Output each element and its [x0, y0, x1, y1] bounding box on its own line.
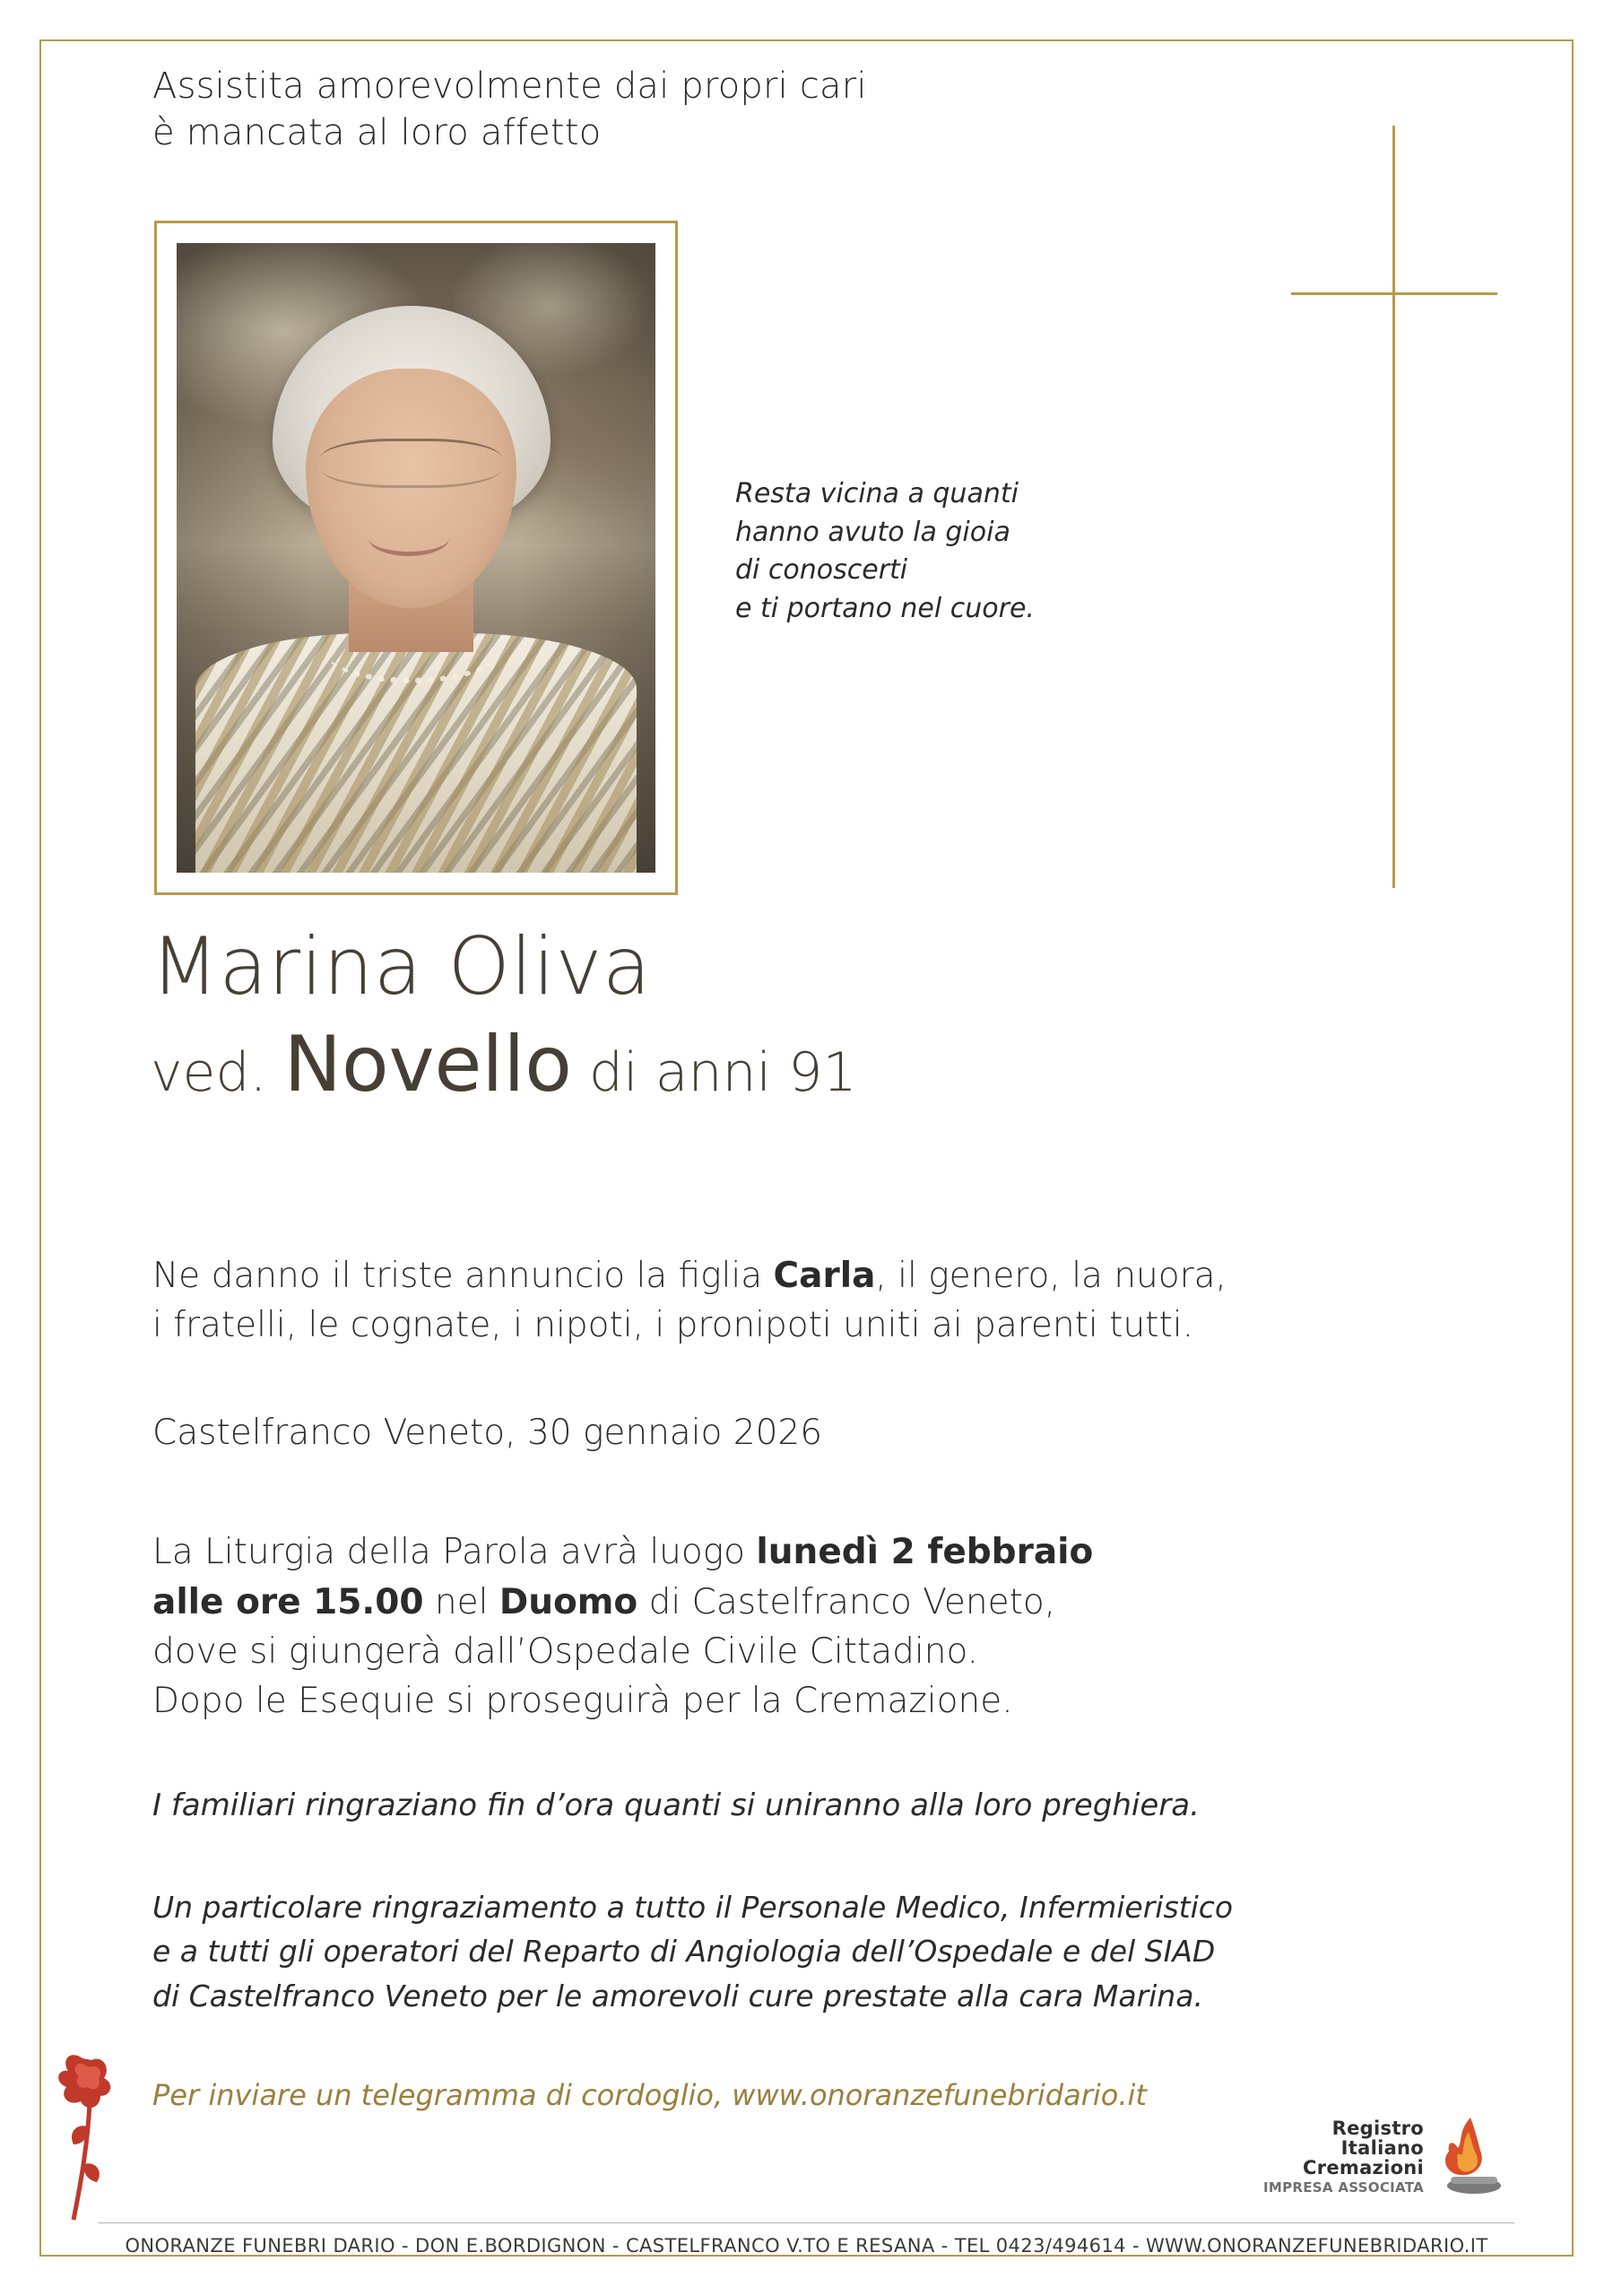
- special-thanks-note: [152, 1885, 1426, 2019]
- portrait-frame: [154, 221, 678, 895]
- cremation-logo-line-3: Cremazioni: [1302, 2157, 1425, 2179]
- cremation-logo-text: [1263, 2118, 1424, 2196]
- flame-icon: [1431, 2112, 1503, 2202]
- cross-icon: [1291, 126, 1497, 888]
- spacer-5: [152, 2018, 1426, 2075]
- photo-smile: [369, 520, 450, 556]
- spacer-3: [152, 1726, 1426, 1784]
- announcement-daughter-name: Carla: [773, 1256, 876, 1296]
- quote-line-1: Resta vicina a quanti: [735, 478, 1019, 509]
- footer-divider: [99, 2222, 1514, 2223]
- service-line-4: Dopo le Esequie si proseguirà per la Cremazione.: [152, 1681, 1013, 1722]
- spacer-2: [152, 1457, 1426, 1527]
- announcement-paragraph: [152, 1251, 1426, 1351]
- deceased-name-block: [151, 920, 1406, 1110]
- service-line-1-pre: La Liturgia della Parola avrà luogo: [152, 1532, 757, 1573]
- deceased-first-name: Marina Oliva: [151, 920, 652, 1013]
- deceased-surname: Novello: [283, 1020, 572, 1110]
- telegram-link[interactable]: Per inviare un telegramma di cordoglio, www.onoranzefunebridario.it: [152, 2078, 1147, 2113]
- portrait-photo: [177, 243, 655, 873]
- quote-line-3: di conoscerti: [735, 554, 908, 587]
- quote-line-4: e ti portano nel cuore.: [735, 592, 1035, 624]
- announcement-body: [152, 1251, 1426, 2117]
- service-time: alle ore 15.00: [152, 1581, 424, 1622]
- family-thanks-note: I familiari ringraziano fin d’ora quanti si uniranno alla loro preghiera.: [152, 1787, 1200, 1823]
- service-line-2-mid: nel: [423, 1581, 499, 1622]
- glasses-icon: [320, 439, 502, 488]
- rose-icon: [43, 2040, 151, 2229]
- place-date: Castelfranco Veneto, 30 gennaio 2026: [152, 1412, 823, 1453]
- service-line-2-post: di Castelfranco Veneto,: [637, 1581, 1056, 1622]
- intro-line-1: Assistita amorevolmente dai propri cari: [152, 65, 867, 107]
- spacer-1: [152, 1351, 1426, 1408]
- service-venue: Duomo: [499, 1581, 638, 1622]
- deceased-surname-line: [151, 1022, 1406, 1108]
- announcement-line-1-pre: Ne danno il triste annuncio la figlia: [152, 1256, 774, 1296]
- cremation-logo-line-1: Registro: [1331, 2117, 1425, 2139]
- special-thanks-line-1: Un particolare ringraziamento a tutto il Personale Medico, Infermieristico: [152, 1889, 1234, 1925]
- service-line-3: dove si giungerà dall’Ospedale Civile Cittadino.: [152, 1631, 979, 1672]
- announcement-line-1-post: , il genero, la nuora,: [875, 1256, 1227, 1296]
- footer-contact: ONORANZE FUNEBRI DARIO - DON E.BORDIGNON - CASTELFRANCO V.TO E RESANA - TEL 0423/494614 - WWW.ONORANZEFUNEBRIDARIO.IT: [125, 2235, 1488, 2257]
- spacer-4: [152, 1828, 1426, 1885]
- cremation-logo-line-4: IMPRESA ASSOCIATA: [1263, 2179, 1425, 2196]
- cross-horizontal: [1291, 292, 1497, 295]
- service-line-2: [152, 1578, 1426, 1627]
- service-details: [152, 1527, 1426, 1726]
- memorial-quote: [735, 475, 1035, 628]
- deceased-prefix: ved.: [151, 1041, 267, 1105]
- quote-line-2: hanno avuto la gioia: [735, 516, 1010, 548]
- cremation-registry-logo: [1263, 2103, 1505, 2211]
- special-thanks-line-2: e a tutti gli operatori del Reparto di Angiologia dell’Ospedale e del SIAD: [152, 1934, 1216, 1970]
- intro-line-2: è mancata al loro affetto: [152, 112, 602, 153]
- cross-vertical: [1392, 126, 1395, 888]
- photo-necklace: [325, 621, 498, 683]
- service-day: lunedì 2 febbraio: [756, 1532, 1094, 1573]
- special-thanks-line-3: di Castelfranco Veneto per le amorevoli cure prestate alla cara Marina.: [152, 1978, 1203, 2013]
- deceased-age: di anni 91: [588, 1041, 857, 1105]
- service-line-1: [152, 1527, 1426, 1577]
- intro-block: [152, 63, 1470, 156]
- cremation-logo-line-2: Italiano: [1340, 2136, 1425, 2159]
- announcement-line-2: i fratelli, le cognate, i nipoti, i pronipoti uniti ai parenti tutti.: [152, 1305, 1193, 1346]
